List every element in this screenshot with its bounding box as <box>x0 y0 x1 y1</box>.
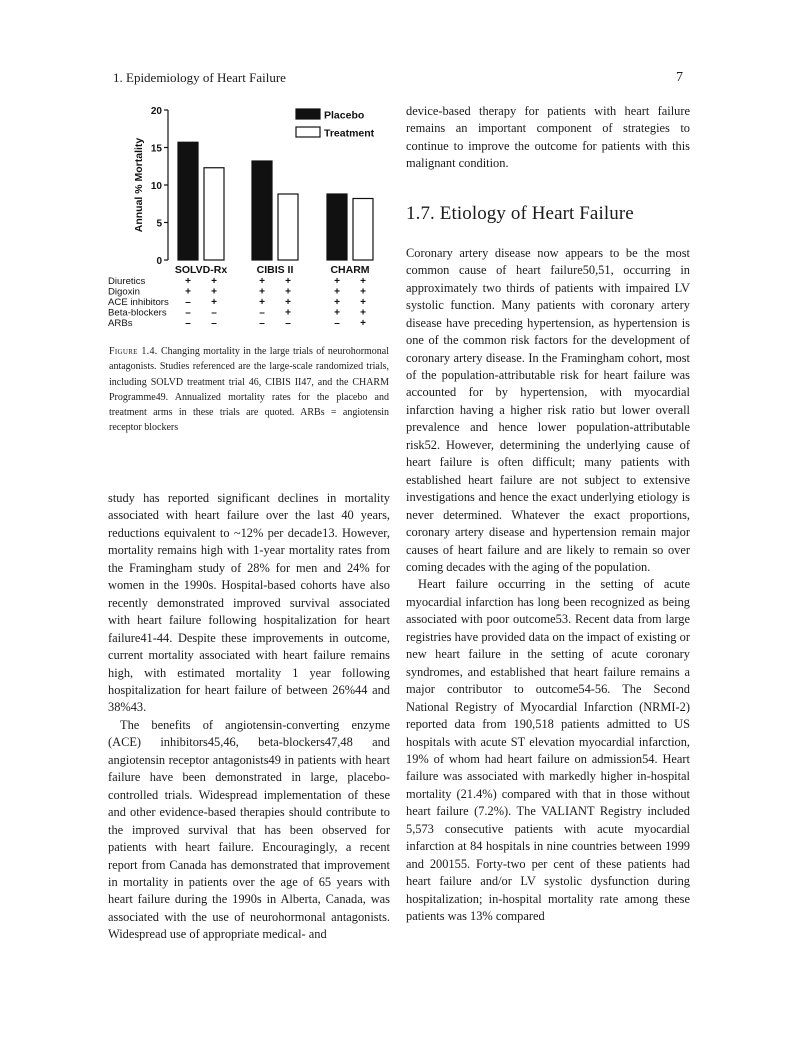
chart-svg <box>104 100 394 340</box>
therapy-mark: + <box>285 286 291 298</box>
x-category-label: SOLVD-Rx <box>174 264 228 276</box>
therapy-mark: + <box>334 307 340 319</box>
therapy-mark: – <box>259 318 265 329</box>
therapy-mark: – <box>185 318 191 329</box>
figure-mortality-chart <box>104 100 394 340</box>
bar-placebo-1 <box>178 142 198 260</box>
therapy-mark: + <box>334 297 340 308</box>
therapy-row-label: ACE inhibitors <box>108 297 169 308</box>
therapy-mark: + <box>360 286 366 298</box>
right-paragraph-0: device-based therapy for patients with heart failure remains an important component of strategies to continue to improve the outcome for patients with this malignant condition. <box>406 104 690 171</box>
y-tick-label: 10 <box>150 181 162 192</box>
bar-placebo-2 <box>252 161 272 260</box>
y-tick-label: 15 <box>150 143 162 155</box>
therapy-mark: + <box>211 286 217 298</box>
therapy-row-label: Diuretics <box>108 276 146 287</box>
bar-placebo-3 <box>327 194 347 260</box>
therapy-row-label: ARBs <box>108 318 133 329</box>
therapy-mark: + <box>334 286 340 298</box>
legend-swatch-treatment <box>296 127 320 137</box>
therapy-mark: + <box>259 286 265 298</box>
left-paragraph-2: The benefits of angiotensin-converting enzyme (ACE) inhibitors45,46, beta-blockers47,48 and angiotensin receptor antagonists49 in patients with heart failure have been demonstrated in large, placebo-controlled trials. Widespread implementation of these and other evidence-based therapies should contribute to the improved survival that has been observed for patients with heart failure. Encouragingly, a recent report from Canada has demonstrated that improvement in mortality in patients over the age of 65 years with heart failure during the 1990s in Alberta, Canada, was associated with the use of neurohormonal antagonists. Widespread use of appropriate medical- and <box>108 717 390 942</box>
legend-label-placebo: Placebo <box>324 109 365 122</box>
right-column <box>406 103 690 925</box>
therapy-mark: + <box>360 318 366 329</box>
figure-label: Figure 1.4. <box>109 346 158 357</box>
right-paragraph-1: Coronary artery disease now appears to be the most common cause of heart failure50,51, occurring in approximately two thirds of patients with impaired LV systolic function. Many patients with coronary artery disease have preceding hypertension, as hypertension is one of the common risk factors for the development of coronary artery disease. In the Framingham cohort, most of the population-attributable risk for heart failure was accounted for by hypertension, with myocardial infarction having a higher risk ratio but lower overall prevalence and hence lower population-attributable risk52. However, determining the underlying cause of heart failure is often difficult; many patients with established heart failure are not subject to extensive investigations and hence the exact underlying etiology is never determined. Whatever the exact proportions, coronary artery disease and hypertension remain major causes of heart failure and are likely to remain so over coming decades with the aging of the population. <box>406 245 690 574</box>
figure-caption <box>109 344 389 436</box>
therapy-mark: – <box>285 318 291 329</box>
section-title: 1.7. Etiology of Heart Failure <box>406 202 634 224</box>
therapy-mark: + <box>185 276 191 287</box>
running-title: 1. Epidemiology of Heart Failure <box>113 70 286 85</box>
page-number: 7 <box>676 70 683 85</box>
therapy-mark: + <box>360 297 366 308</box>
y-tick-label: 5 <box>156 218 162 230</box>
therapy-mark: – <box>185 297 191 308</box>
therapy-mark: + <box>334 276 340 287</box>
therapy-row-label: Beta-blockers <box>108 307 167 319</box>
therapy-row-label: Digoxin <box>108 286 140 298</box>
right-paragraph-2: Heart failure occurring in the setting of acute myocardial infarction has long been recognized as being associated with poor outcome53. Recent data from large registries have provided data on the impact of existing or new heart failure in the setting of acute coronary syndromes, and established that heart failure remains a major contributor to outcome54-56. The Second National Registry of Myocardial Infarction (NRMI-2) reported data from 190,518 patients admitted to US hospitals with acute ST elevation myocardial infarction, 19% of whom had heart failure on admission54. Heart failure was associated with markedly higher in-hospital mortality (21.4%) compared with that in those without heart failure (7.2%). The VALIANT Registry included 5,573 consecutive patients with acute myocardial infarction at 84 hospitals in nine countries between 1999 and 200155. Forty-two per cent of these patients had heart failure and/or LV systolic dysfunction during hospitalization; in-hospital mortality rate among these patients was 13% compared <box>406 577 690 924</box>
x-category-label: CHARM <box>330 264 370 276</box>
therapy-mark: + <box>211 297 217 308</box>
therapy-mark: + <box>185 286 191 298</box>
therapy-mark: + <box>285 297 291 308</box>
therapy-mark: – <box>334 318 340 329</box>
therapy-mark: + <box>285 276 291 287</box>
therapy-mark: + <box>211 276 217 287</box>
therapy-mark: – <box>185 307 191 319</box>
left-column <box>108 490 390 944</box>
y-axis-label: Annual % Mortality <box>133 137 145 233</box>
therapy-mark: – <box>211 307 217 319</box>
therapy-mark: – <box>211 318 217 329</box>
therapy-mark: + <box>285 307 291 319</box>
therapy-mark: + <box>259 276 265 287</box>
bar-treatment-2 <box>278 194 298 260</box>
figure-caption-text: Changing mortality in the large trials of neurohormonal antagonists. Studies referenced are the large-scale randomized trials, including SOLVD treatment trial 46, CIBIS II47, and the CHARM Programme49. Annualized mortality rates for the placebo and treatment arms in these trials are quoted. ARBs = angiotensin receptor blockers <box>109 346 390 434</box>
x-category-label: CIBIS II <box>256 264 294 276</box>
bar-treatment-3 <box>353 199 373 261</box>
therapy-mark: + <box>360 276 366 287</box>
therapy-mark: + <box>259 297 265 308</box>
left-paragraph-1: study has reported significant declines in mortality associated with heart failure over the last 40 years, reductions equivalent to ~12% per decade13. However, mortality remains high with 1-year mortality rates from the Framingham study of 28% for men and 24% for women in the 1990s. Hospital-based cohorts have also recently demonstrated improved survival associated with heart failure following hospitalization for heart failure41-44. Despite these improvements in outcome, current mortality associated with heart failure remains high, with estimated mortality 1 year following hospitalization for heart failure of between 26%44 and 38%43. <box>108 491 390 715</box>
y-tick-label: 20 <box>150 106 162 117</box>
running-head <box>113 70 683 86</box>
therapy-mark: + <box>360 307 366 319</box>
y-tick-label: 0 <box>156 256 162 267</box>
bar-treatment-1 <box>204 168 224 260</box>
legend-swatch-placebo <box>296 109 320 119</box>
therapy-mark: – <box>259 307 265 319</box>
legend-label-treatment: Treatment <box>324 127 375 140</box>
